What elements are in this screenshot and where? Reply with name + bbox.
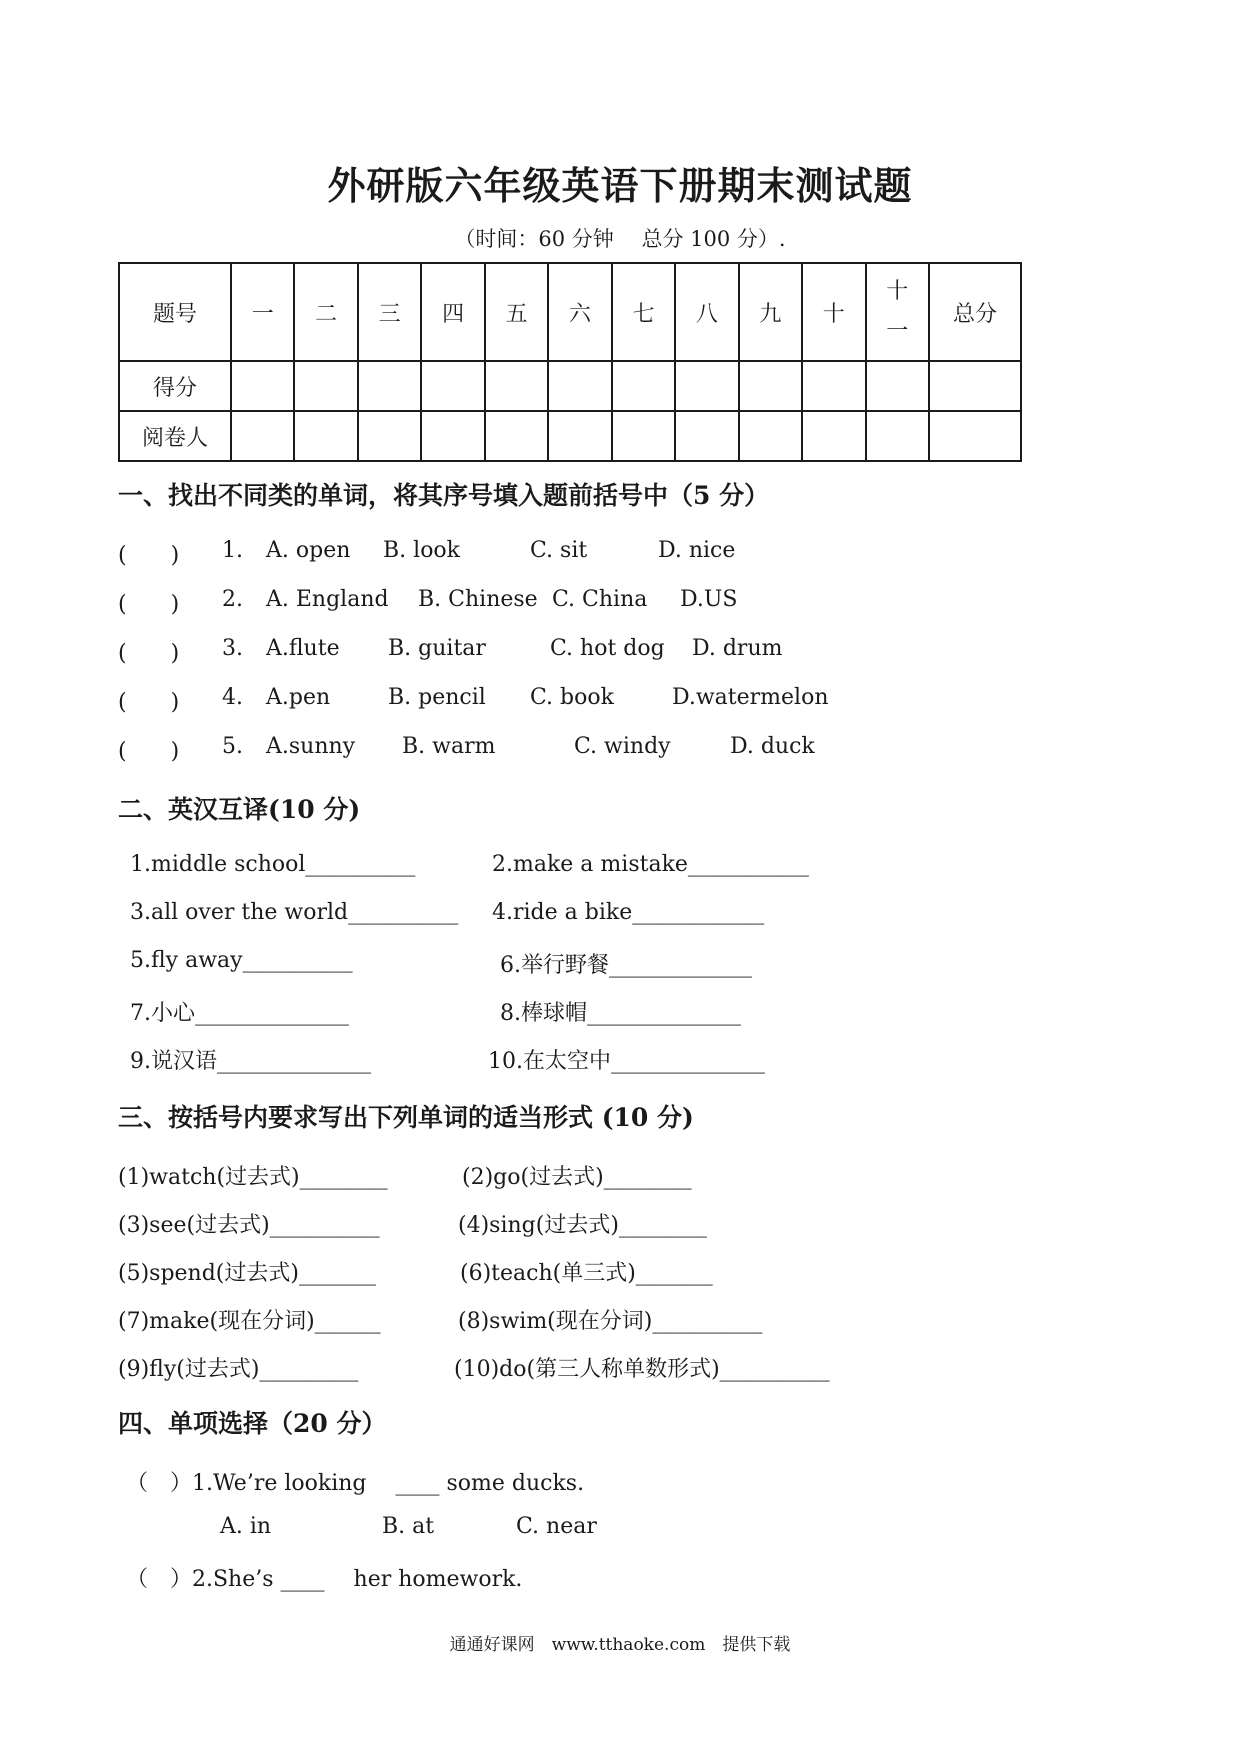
- score-cell: [548, 411, 611, 461]
- option-c: C. windy: [574, 734, 671, 759]
- page-title: 外研版六年级英语下册期末测试题: [327, 163, 913, 208]
- word-form-item: (4)sing(过去式)________: [458, 1213, 707, 1238]
- score-cell: [675, 361, 738, 411]
- option-c: C. sit: [530, 538, 588, 563]
- score-cell: [612, 361, 675, 411]
- page-subtitle: （时间：60 分钟 总分 100 分）.: [454, 227, 786, 251]
- option-a: A.pen: [266, 685, 331, 710]
- translation-item: 6.举行野餐_____________: [500, 953, 752, 978]
- question-number: 1.: [222, 538, 243, 563]
- score-col-11-bottom: 一: [886, 319, 909, 344]
- score-row-grader: [119, 411, 1021, 461]
- score-table-header-label: 题号: [119, 263, 231, 361]
- word-form-item: (3)see(过去式)__________: [118, 1213, 380, 1238]
- option-b: B. look: [383, 538, 461, 563]
- choice-option-b: B. at: [382, 1514, 435, 1539]
- score-cell: [739, 411, 802, 461]
- option-b: B. pencil: [388, 685, 486, 710]
- translation-item: 3.all over the world__________: [130, 900, 459, 925]
- option-d: D.US: [680, 587, 738, 612]
- option-c: C. book: [530, 685, 614, 710]
- score-cell: [929, 361, 1021, 411]
- option-d: D. duck: [730, 734, 815, 759]
- section-2-heading: 二、英汉互译(10 分): [118, 795, 361, 824]
- word-form-item: (9)fly(过去式)_________: [118, 1357, 359, 1382]
- answer-bracket: ( ): [118, 543, 180, 568]
- section-4-heading: 四、单项选择（20 分）: [118, 1409, 387, 1438]
- score-cell: [739, 361, 802, 411]
- choice-question-1: （ ）1.We’re looking ____ some ducks.: [126, 1471, 585, 1496]
- score-col-6: 六: [548, 263, 611, 361]
- choice-option-c: C. near: [516, 1514, 597, 1539]
- option-a: A.sunny: [266, 734, 356, 759]
- option-b: B. warm: [402, 734, 496, 759]
- answer-bracket: ( ): [118, 592, 180, 617]
- score-cell: [294, 411, 357, 461]
- translation-item: 5.fly away__________: [130, 948, 353, 973]
- translation-item: 4.ride a bike____________: [492, 900, 765, 925]
- choice-question-2: （ ）2.She’s ____ her homework.: [126, 1567, 523, 1592]
- option-b: B. Chinese: [418, 587, 538, 612]
- translation-item: 8.棒球帽______________: [500, 1001, 741, 1026]
- word-form-item: (8)swim(现在分词)__________: [458, 1309, 763, 1334]
- option-a: A.flute: [266, 636, 340, 661]
- score-col-7: 七: [612, 263, 675, 361]
- translation-item: 9.说汉语______________: [130, 1049, 371, 1074]
- word-form-item: (10)do(第三人称单数形式)__________: [454, 1357, 830, 1382]
- option-a: A. England: [266, 587, 389, 612]
- section-3-heading: 三、按括号内要求写出下列单词的适当形式 (10 分): [118, 1103, 694, 1132]
- option-c: C. China: [552, 587, 648, 612]
- score-cell: [294, 361, 357, 411]
- section-1-heading: 一、找出不同类的单词，将其序号填入题前括号中（5 分）: [118, 481, 770, 510]
- score-cell: [485, 361, 548, 411]
- translation-item: 2.make a mistake___________: [492, 852, 809, 877]
- score-cell: [612, 411, 675, 461]
- score-cell: [421, 411, 484, 461]
- option-b: B. guitar: [388, 636, 486, 661]
- score-cell: [866, 411, 929, 461]
- score-cell: [675, 411, 738, 461]
- score-cell: [485, 411, 548, 461]
- score-cell: [802, 411, 865, 461]
- option-c: C. hot dog: [550, 636, 665, 661]
- score-cell: [231, 411, 294, 461]
- question-number: 5.: [222, 734, 243, 759]
- score-col-2: 二: [294, 263, 357, 361]
- answer-bracket: ( ): [118, 641, 180, 666]
- score-row-points: [119, 361, 1021, 411]
- word-form-item: (2)go(过去式)________: [462, 1165, 692, 1190]
- score-cell: [802, 361, 865, 411]
- score-cell: [358, 411, 421, 461]
- word-form-item: (1)watch(过去式)________: [118, 1165, 388, 1190]
- question-number: 4.: [222, 685, 243, 710]
- translation-item: 10.在太空中______________: [488, 1049, 765, 1074]
- score-col-4: 四: [421, 263, 484, 361]
- choice-option-a: A. in: [220, 1514, 272, 1539]
- score-cell: [929, 411, 1021, 461]
- score-col-1: 一: [231, 263, 294, 361]
- question-number: 2.: [222, 587, 243, 612]
- question-number: 3.: [222, 636, 243, 661]
- score-col-11-top: 十: [886, 279, 909, 305]
- option-a: A. open: [266, 538, 351, 563]
- score-col-5: 五: [485, 263, 548, 361]
- option-d: D.watermelon: [672, 685, 829, 710]
- score-col-9: 九: [739, 263, 802, 361]
- option-d: D. nice: [658, 538, 736, 563]
- score-row-label: 得分: [119, 361, 231, 411]
- score-col-total: 总分: [929, 263, 1021, 361]
- score-row-label: 阅卷人: [119, 411, 231, 461]
- score-cell: [231, 361, 294, 411]
- score-cell: [358, 361, 421, 411]
- translation-item: 1.middle school__________: [130, 852, 416, 877]
- score-col-10: 十: [802, 263, 865, 361]
- score-table-header-row: [119, 263, 1021, 361]
- option-d: D. drum: [692, 636, 783, 661]
- answer-bracket: ( ): [118, 739, 180, 764]
- word-form-item: (7)make(现在分词)______: [118, 1309, 381, 1334]
- word-form-item: (6)teach(单三式)_______: [460, 1261, 713, 1286]
- score-table: [118, 262, 1022, 462]
- answer-bracket: ( ): [118, 690, 180, 715]
- page-footer: 通通好课网 www.tthaoke.com 提供下载: [449, 1635, 791, 1655]
- score-col-8: 八: [675, 263, 738, 361]
- score-cell: [548, 361, 611, 411]
- score-col-11: [866, 263, 929, 361]
- word-form-item: (5)spend(过去式)_______: [118, 1261, 376, 1286]
- translation-item: 7.小心______________: [130, 1001, 349, 1026]
- score-cell: [866, 361, 929, 411]
- score-cell: [421, 361, 484, 411]
- score-col-3: 三: [358, 263, 421, 361]
